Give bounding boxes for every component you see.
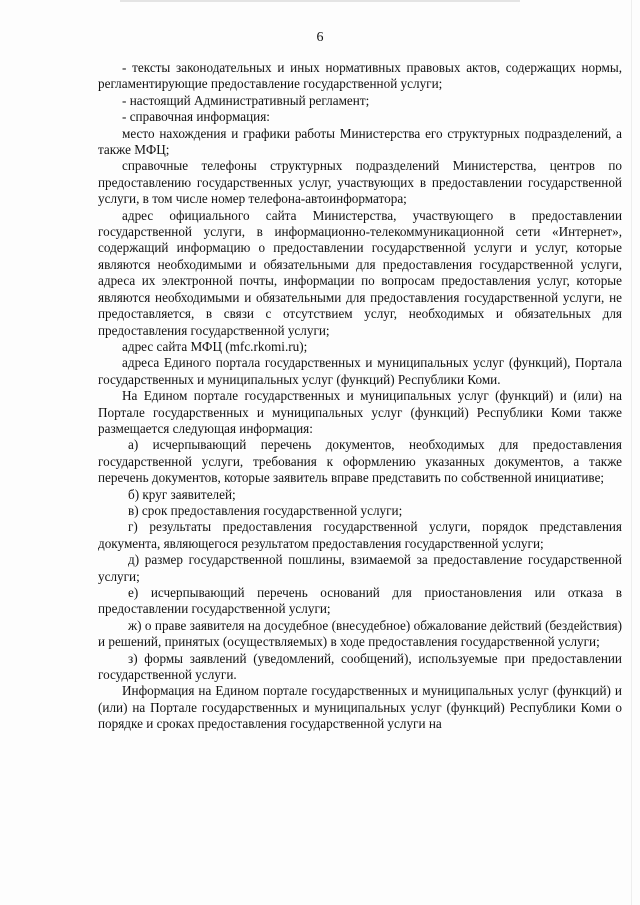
list-item: а) исчерпывающий перечень документов, необходимых для предоставления государственной услуги, требования к оформлению указанных документов, а также перечень документов, которые заявитель вправе представить по собственной инициативе; (98, 437, 622, 486)
list-item: г) результаты предоставления государственной услуги, порядок представления документа, являющегося результатом предоставления государственной услуги; (98, 519, 622, 551)
paragraph: адрес официального сайта Министерства, участвующего в предоставлении государственной услуги, в информационно-телекоммуникационной сети «Интернет», содержащий информацию о предоставлении государственной услуги и услуг, которые являются необходимыми и обязательными для предоставления государственной услуги, адреса их электронной почты, информации по вопросам предоставления услуг, которые являются необходимыми и обязательными для предоставления государственной услуги, не предоставляется, в связи с отсутствием услуг, необходимых и обязательных для предоставления государственной услуги; (98, 207, 622, 338)
paragraph: - тексты законодательных и иных нормативных правовых актов, содержащих нормы, регламентирующие предоставление государственной услуги; (98, 60, 622, 92)
list-item: в) срок предоставления государственной услуги; (128, 502, 403, 518)
page-number: 6 (316, 30, 324, 45)
paragraph: адрес сайта МФЦ (mfc.rkomi.ru); (122, 338, 308, 354)
paragraph: справочные телефоны структурных подразделений Министерства, центров по предоставлению государственных услуг, участвующих в предоставлении государственной услуги, в том числе номер телефона-автоинформатора; (98, 158, 622, 207)
document-body (98, 60, 622, 733)
list-item: з) формы заявлений (уведомлений, сообщений), используемые при предоставлении государственной услуги. (98, 650, 622, 683)
paragraph: адреса Единого портала государственных и муниципальных услуг (функций), Портала государственных и муниципальных услуг (функций) Республики Коми. (98, 355, 622, 387)
paragraph: - настоящий Административный регламент; (122, 92, 370, 108)
list-item: б) круг заявителей; (128, 486, 236, 502)
list-item: ж) о праве заявителя на досудебное (внесудебное) обжалование действий (бездействия) и решений, принятых (осуществляемых) в ходе предоставления государственной услуги; (98, 617, 622, 650)
paragraph: место нахождения и графики работы Министерства его структурных подразделений, а также МФЦ; (98, 125, 622, 158)
scan-edge (120, 0, 520, 2)
paragraph: - справочная информация: (122, 109, 270, 125)
list-item: д) размер государственной пошлины, взимаемой за предоставление государственной услуги; (98, 552, 622, 584)
list-item: е) исчерпывающий перечень оснований для приостановления или отказа в предоставлении государственной услуги; (98, 585, 622, 617)
paragraph: Информация на Едином портале государственных и муниципальных услуг (функций) и (или) на Портале государственных и муниципальных услуг (функций) Республики Коми о порядке и сроках предоставления государственной услуги на (98, 683, 622, 732)
scan-edge (631, 0, 632, 905)
paragraph: На Едином портале государственных и муниципальных услуг (функций) и (или) на Портале государственных и муниципальных услуг (функций) Республики Коми также размещается следующая информация: (98, 388, 622, 436)
